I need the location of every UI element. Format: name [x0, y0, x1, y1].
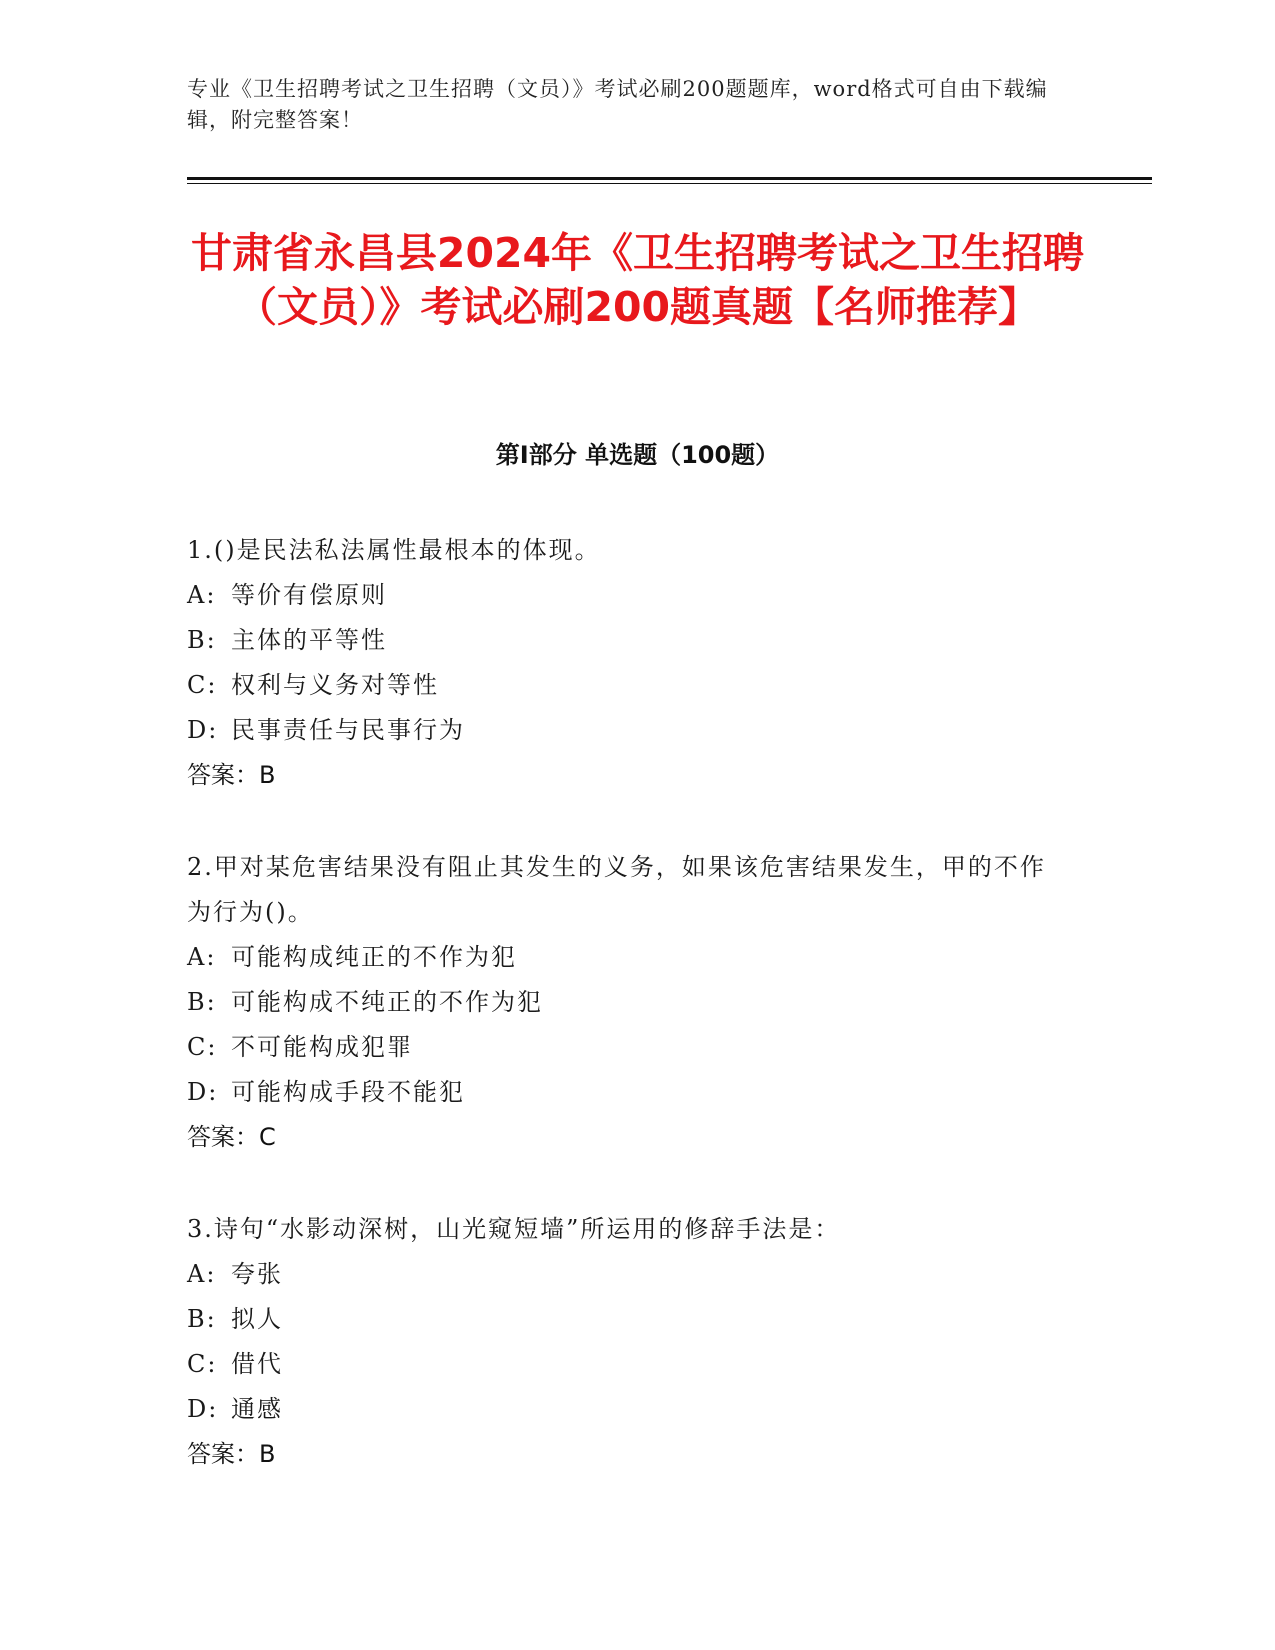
- answer-line: 答案：C: [187, 1123, 276, 1151]
- option-c: [187, 1342, 1067, 1387]
- option-text: 可能构成纯正的不作为犯: [231, 943, 517, 971]
- option-text: 拟人: [231, 1305, 283, 1333]
- question-stem: 1.()是民法私法属性最根本的体现。: [187, 536, 601, 564]
- question-stem: 2.甲对某危害结果没有阻止其发生的义务，如果该危害结果发生，甲的不作为行为()。: [187, 853, 1046, 926]
- option-text: 等价有偿原则: [231, 581, 387, 609]
- option-text: 通感: [231, 1395, 283, 1423]
- document-title: 甘肃省永昌县2024年《卫生招聘考试之卫生招聘（文员）》考试必刷200题真题【名师推荐】: [190, 229, 1085, 331]
- question-stem: 3.诗句“水影动深树，山光窥短墙”所运用的修辞手法是：: [187, 1215, 841, 1243]
- option-text: 主体的平等性: [231, 626, 387, 654]
- option-letter: C:: [187, 1350, 218, 1378]
- option-letter: D:: [187, 1395, 219, 1423]
- answer-line: 答案：B: [187, 1440, 276, 1468]
- option-letter: B:: [187, 1305, 217, 1333]
- option-a: [187, 573, 1067, 618]
- option-letter: A:: [187, 1260, 217, 1288]
- section-heading: 第I部分 单选题（100题）: [495, 441, 780, 469]
- option-text: 可能构成手段不能犯: [231, 1078, 465, 1106]
- option-b: [187, 980, 1067, 1025]
- option-letter: A:: [187, 581, 217, 609]
- answer-line: 答案：B: [187, 761, 276, 789]
- option-c: [187, 663, 1067, 708]
- option-text: 可能构成不纯正的不作为犯: [231, 988, 543, 1016]
- option-letter: C:: [187, 671, 218, 699]
- option-text: 借代: [231, 1350, 283, 1378]
- header-divider-thin: [187, 183, 1152, 184]
- option-letter: A:: [187, 943, 217, 971]
- option-text: 夸张: [231, 1260, 283, 1288]
- option-d: [187, 1387, 1067, 1432]
- option-text: 民事责任与民事行为: [231, 716, 465, 744]
- header-divider-thick: [187, 177, 1152, 180]
- option-letter: C:: [187, 1033, 218, 1061]
- question-1: [187, 528, 1067, 798]
- question-3: [187, 1207, 1067, 1477]
- option-a: [187, 935, 1067, 980]
- option-text: 不可能构成犯罪: [231, 1033, 413, 1061]
- question-2: [187, 845, 1067, 1160]
- option-letter: B:: [187, 626, 217, 654]
- option-a: [187, 1252, 1067, 1297]
- option-letter: D:: [187, 716, 219, 744]
- option-c: [187, 1025, 1067, 1070]
- question-list: [187, 528, 1067, 1524]
- option-d: [187, 1070, 1067, 1115]
- option-letter: D:: [187, 1078, 219, 1106]
- header-note: 专业《卫生招聘考试之卫生招聘（文员）》考试必刷200题题库，word格式可自由下载编辑，附完整答案！: [187, 77, 1048, 132]
- option-b: [187, 618, 1067, 663]
- option-d: [187, 708, 1067, 753]
- option-letter: B:: [187, 988, 217, 1016]
- option-text: 权利与义务对等性: [231, 671, 439, 699]
- option-b: [187, 1297, 1067, 1342]
